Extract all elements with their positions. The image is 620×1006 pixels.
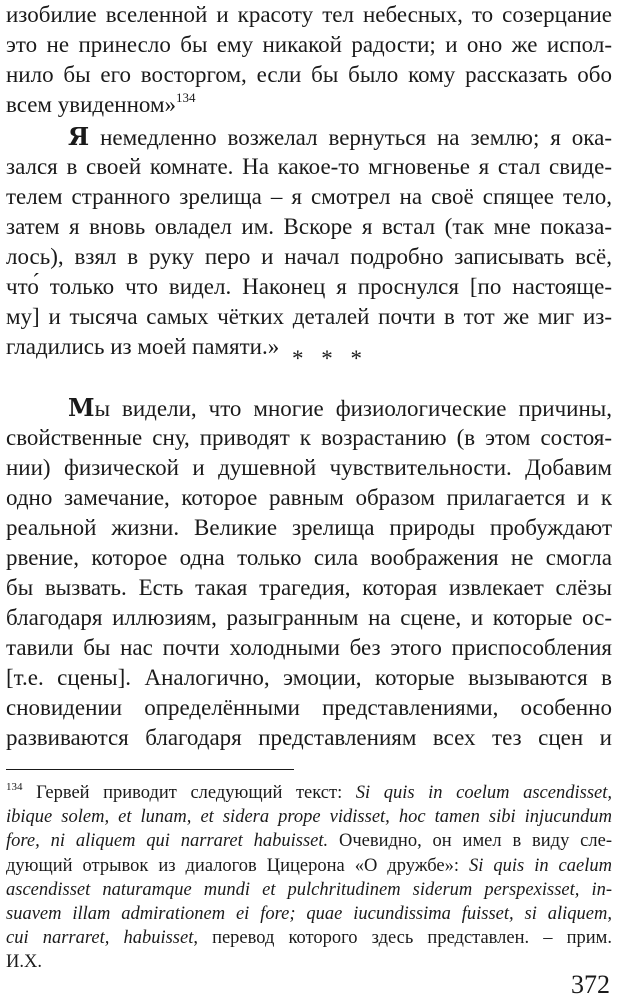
footnote-line [6, 829, 612, 853]
latin-quote: fore, ni aliquem qui narraret habuisset. [6, 831, 329, 852]
text-line: телем странного зрелища – я смотрел на своё спящее тело, [6, 184, 612, 209]
paragraph-1 [6, 0, 612, 120]
text-line: нило бы его восторгом, если бы было кому рассказать обо [6, 62, 612, 87]
page-number: 372 [571, 970, 610, 999]
latin-quote: cui narraret, habuisset [6, 928, 194, 949]
text-fragment: Очевидно, он имел в виду сле- [328, 831, 613, 852]
section-separator: * * * [292, 346, 368, 371]
text-fragment: Гервей приводит следующий текст: [22, 783, 356, 803]
text-line: му] и тысяча самых чётких деталей почти в тот же миг из- [6, 304, 612, 329]
footnote-line [6, 902, 612, 926]
text-line: нии) физической и душевной чувствительности. Добавим [6, 455, 612, 480]
latin-quote: Si quis in coelum ascendisset, [355, 783, 612, 803]
text-line: бы вызвать. Есть такая трагедия, которая извлекает слёзы [6, 575, 612, 600]
text-line: рвение, которое одна только сила воображения не смогла [6, 545, 612, 570]
text-line: развиваются благодаря представлениям всех тез сцен и [6, 725, 612, 750]
text-line [6, 90, 612, 120]
text-line: гладились из моей памяти.» [6, 334, 280, 359]
text-fragment: ы видели, что многие физиологические причины, [94, 396, 612, 421]
drop-cap-letter: М [68, 393, 95, 422]
footnote-number: 134 [6, 781, 23, 793]
paragraph-2 [6, 122, 612, 362]
paragraph-3 [6, 393, 612, 753]
text-line: [т.е. сцены]. Аналогично, эмоции, которые вызываются в [6, 665, 612, 690]
text-line: сновидении определёнными представлениями, особенно [6, 695, 612, 720]
footnote-line [6, 878, 612, 902]
text-line: реальной жизни. Великие зрелища природы пробуждают [6, 515, 612, 540]
text-fragment: дующий отрывок из диалогов Цицерона «О дружбе»: [6, 855, 470, 876]
footnote-line: И.Х. [6, 952, 42, 973]
text-line: затем я вновь овладел им. Вскоре я встал (так мне показа- [6, 214, 612, 239]
text-line: лось), взял в руку перо и начал подробно записывать всё, [6, 244, 612, 269]
latin-quote: Si quis in caelum [469, 855, 612, 876]
text-fragment: , перевод которого здесь представлен. – прим. [193, 928, 612, 949]
latin-quote: suavem illam admirationem ei fore; quae iucundissima fuisset, si aliquem, [6, 903, 612, 924]
footnote-line [6, 805, 612, 829]
text-line: изобилие вселенной и красоту тел небесных, то созерцание [6, 2, 612, 27]
text-line: свойственные сну, приводят к возрастанию (в этом состоя- [6, 425, 612, 450]
text-line: тавили бы нас почти холодными без этого приспособления [6, 635, 612, 660]
footnote [6, 781, 612, 975]
text-line [6, 393, 612, 423]
latin-quote: ibique solem, et lunam, et sidera prope vidisset, hoc tamen sibi injucundum [6, 807, 612, 828]
text-fragment: всем увиденном» [6, 92, 177, 117]
latin-quote: ascendisset naturamque mundi et pulchritudinem siderum perspexisset, in- [6, 879, 612, 900]
text-line: одно замечание, которое равным образом прилагается и к [6, 485, 612, 510]
text-line: благодаря иллюзиям, разыгранным на сцене, и которые ос- [6, 605, 612, 630]
footnote-line [6, 854, 612, 878]
text-line: что́ только что видел. Наконец я проснулся [по настояще- [6, 274, 612, 299]
footnote-divider [6, 769, 294, 770]
text-line [6, 122, 612, 152]
footnote-line [6, 926, 612, 950]
text-line: зался в своей комнате. На какое-то мгновенье я стал свиде- [6, 154, 612, 179]
text-line: это не принесло бы ему никакой радости; и оно же испол- [6, 32, 612, 57]
footnote-reference[interactable]: 134 [176, 90, 196, 105]
drop-cap-letter: Я [68, 122, 90, 151]
text-fragment: немедленно возжелал вернуться на землю; я ока- [89, 125, 612, 150]
footnote-line [6, 781, 612, 805]
